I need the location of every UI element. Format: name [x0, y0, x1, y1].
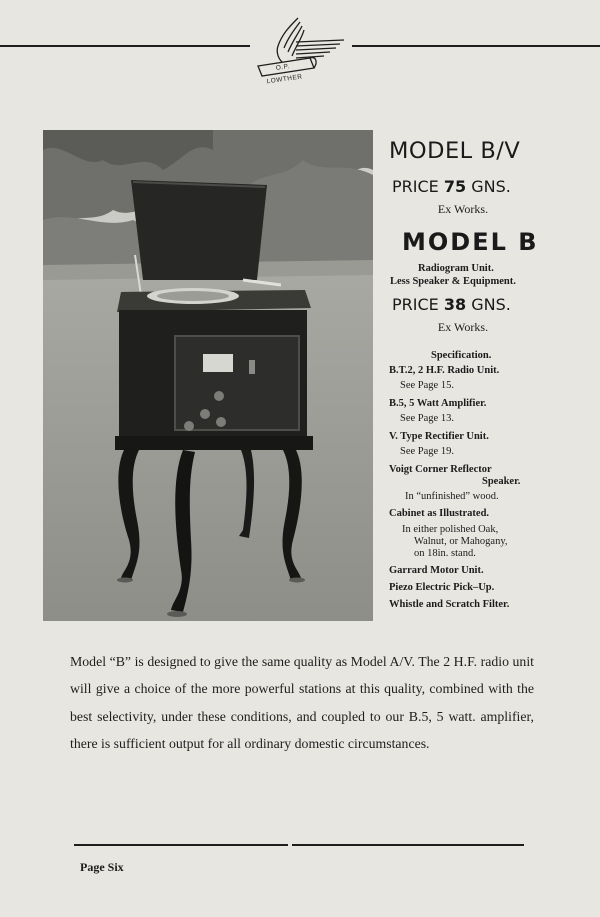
- radiogram-photo: [43, 130, 373, 621]
- model-bv-ex-works: Ex Works.: [437, 202, 489, 216]
- spec-line: Whistle and Scratch Filter.: [389, 599, 510, 610]
- spec-line: Garrard Motor Unit.: [389, 565, 484, 576]
- specification-heading: Specification.: [431, 350, 492, 361]
- model-b-ex-works: Ex Works.: [437, 320, 489, 334]
- spec-line: See Page 15.: [400, 380, 454, 391]
- model-bv-price: [392, 177, 542, 196]
- model-bv-price-label: PRICE: [392, 177, 439, 196]
- spec-line: Voigt Corner Reflector: [389, 464, 492, 475]
- spec-line: See Page 13.: [400, 413, 454, 424]
- description-paragraph: Model “B” is designed to give the same quality as Model A/V. The 2 H.F. radio unit will give a choice of the more powerful stations at this quality, combined with the best selectivity, under these conditions, and coupled to our B.5, 5 watt. amplifier, there is sufficient output for all ordinary domestic circumstances.: [70, 654, 534, 751]
- page-number: Page Six: [80, 860, 124, 874]
- model-b-line-2: Less Speaker & Equipment.: [390, 276, 516, 287]
- spec-line: Walnut, or Mahogany,: [414, 536, 508, 547]
- spec-line: Piezo Electric Pick–Up.: [389, 582, 495, 593]
- model-b-price: [392, 295, 542, 314]
- model-b-price-label: PRICE: [392, 295, 439, 314]
- logo-text: O.P. LOWTHER: [266, 63, 303, 86]
- spec-line: V. Type Rectifier Unit.: [389, 431, 489, 442]
- spec-line: Speaker.: [482, 476, 521, 487]
- spec-line: Cabinet as Illustrated.: [389, 508, 490, 519]
- spec-line: In either polished Oak,: [402, 524, 499, 535]
- spec-line: B.5, 5 Watt Amplifier.: [389, 398, 487, 409]
- model-b-line-1: Radiogram Unit.: [418, 263, 494, 274]
- spec-line: See Page 19.: [400, 446, 454, 457]
- model-b-price-unit: GNS.: [471, 295, 511, 314]
- footer-rule-right: [292, 844, 524, 846]
- spec-line: B.T.2, 2 H.F. Radio Unit.: [389, 365, 500, 376]
- model-b-title: MODEL B: [402, 228, 539, 256]
- model-bv-price-value: 75: [443, 177, 467, 196]
- header-rule-right: [352, 45, 600, 47]
- model-bv-title: MODEL B/V: [389, 138, 521, 164]
- model-bv-price-unit: GNS.: [471, 177, 511, 196]
- spec-line: In “unfinished” wood.: [405, 491, 499, 502]
- model-b-price-value: 38: [443, 295, 467, 314]
- header-rule-left: [0, 45, 250, 47]
- radiogram-cabinet-photo-icon: [43, 130, 373, 621]
- footer-rule-left: [74, 844, 288, 846]
- spec-line: on 18in. stand.: [414, 548, 476, 559]
